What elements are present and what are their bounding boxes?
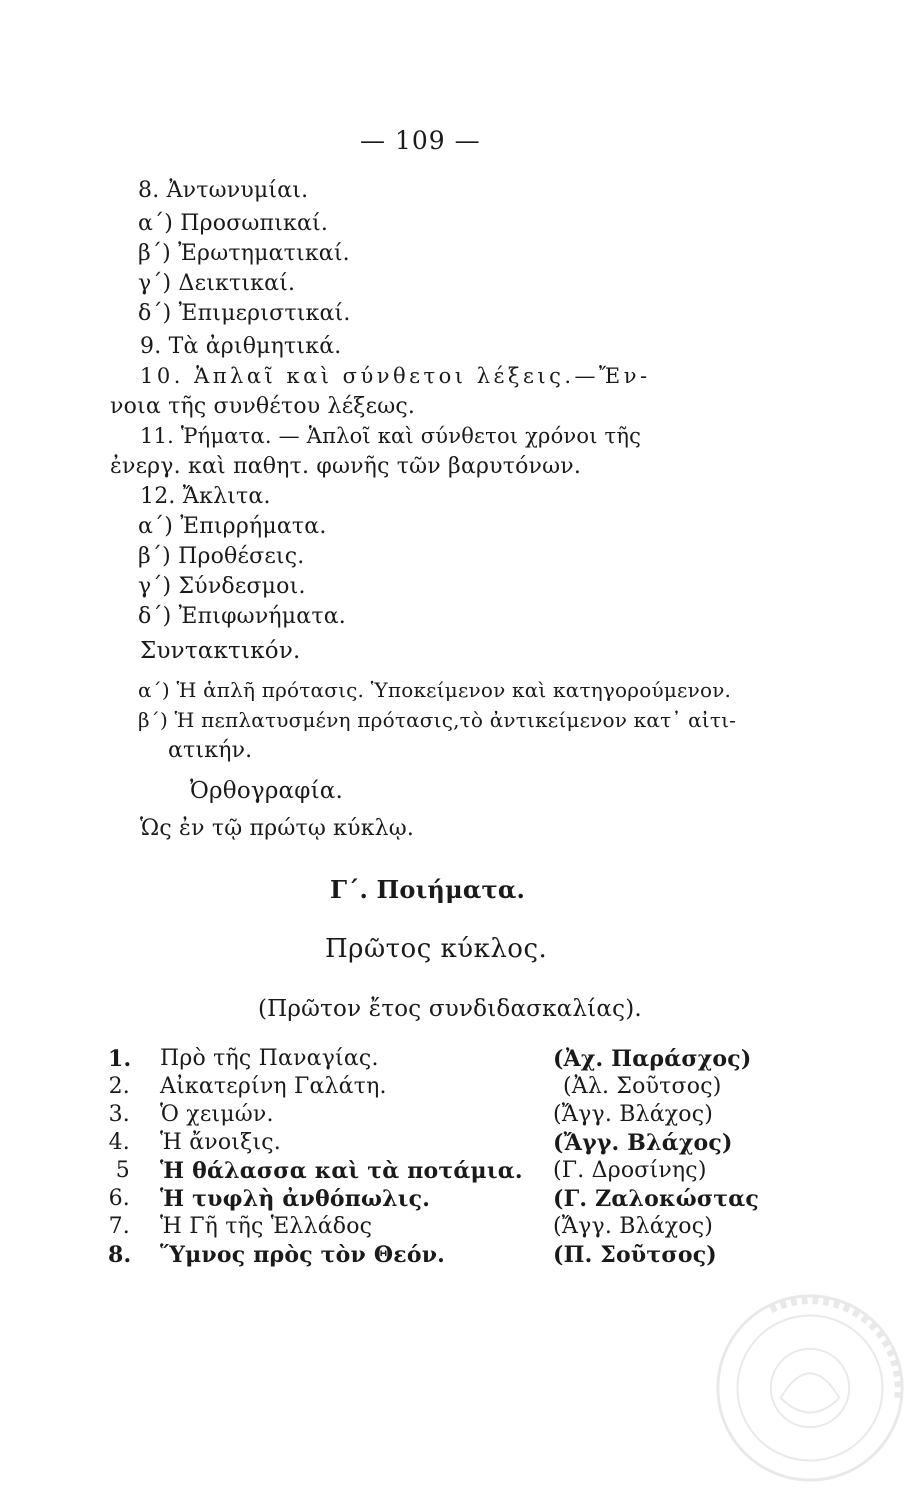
poem-author: (Γ. Δροσίνης)	[553, 1158, 707, 1183]
toc-line: β΄) Ἡ πεπλατυσμένη πρότασις,τὸ ἀντικείμενον κατ᾽ αἰτι-	[138, 708, 737, 732]
poem-number: 1.	[108, 1046, 132, 1072]
section-heading: Γ΄. Ποιήματα.	[330, 875, 526, 904]
poem-author: (Γ. Ζαλοκώστας	[553, 1186, 760, 1212]
toc-line: β΄) Προθέσεις.	[138, 544, 305, 569]
toc-line: ατικήν.	[168, 738, 253, 763]
poem-number: 6.	[108, 1186, 130, 1211]
poem-author: (Ἀχ. Παράσχος)	[553, 1046, 752, 1072]
poem-author: (Π. Σοῦτσος)	[553, 1242, 717, 1268]
poem-number: 2.	[108, 1074, 130, 1099]
poem-title: Ἡ τυφλὴ ἀνθόπωλις.	[160, 1186, 431, 1212]
toc-line: α΄) Ἐπιρρήματα.	[138, 514, 327, 539]
toc-line: γ΄) Δεικτικαί.	[138, 271, 296, 296]
section-label-orthography: Ὀρθογραφία.	[190, 778, 344, 804]
section-label-syntax: Συντακτικόν.	[140, 638, 301, 664]
poem-number: 5	[115, 1158, 130, 1183]
toc-line: 12. Ἄκλιτα.	[140, 484, 271, 509]
poem-title: Ἡ ἄνοιξις.	[160, 1130, 281, 1155]
poem-author: (Ἄγγ. Βλάχος)	[553, 1130, 733, 1156]
page-number: — 109 —	[360, 126, 481, 155]
poem-number: 3.	[108, 1102, 130, 1127]
poem-number: 4.	[108, 1130, 130, 1155]
poem-number: 8.	[108, 1242, 132, 1268]
poem-title: Αἰκατερίνη Γαλάτη.	[160, 1074, 387, 1099]
poem-title: Ἡ θάλασσα καὶ τὰ ποτάμια.	[160, 1158, 523, 1184]
section-year-note: (Πρῶτον ἔτος συνδιδασκαλίας).	[258, 996, 642, 1022]
poem-title: Ὕμνος πρὸς τὸν Θεόν.	[160, 1242, 446, 1268]
toc-line: δ΄) Ἐπιφωνήματα.	[138, 604, 346, 629]
toc-line: νοια τῆς συνθέτου λέξεως.	[110, 394, 416, 419]
poem-title: Ὁ χειμών.	[160, 1102, 274, 1127]
toc-line: δ΄) Ἐπιμεριστικαί.	[138, 301, 351, 326]
toc-line: 11. Ῥήματα. — Ἁπλοῖ καὶ σύνθετοι χρόνοι τῆς	[140, 424, 642, 448]
toc-line: α΄) Ἡ ἁπλῆ πρότασις. Ὑποκείμενον καὶ κατηγορούμενον.	[138, 678, 732, 702]
toc-line: 10. Ἁπλαῖ καὶ σύνθετοι λέξεις.—Ἔν-	[140, 364, 651, 388]
section-subheading: Πρῶτος κύκλος.	[325, 934, 548, 964]
toc-line: α΄) Προσωπικαί.	[138, 211, 329, 236]
poem-title: Πρὸ τῆς Παναγίας.	[160, 1046, 379, 1071]
toc-line: 9. Τὰ ἀριθμητικά.	[140, 334, 342, 359]
toc-line: ἐνεργ. καὶ παθητ. φωνῆς τῶν βαρυτόνων.	[110, 454, 582, 479]
library-seal-watermark	[712, 1290, 908, 1486]
toc-line: Ὡς ἐν τῷ πρώτῳ κύκλῳ.	[140, 816, 415, 841]
poem-author: (Ἄγγ. Βλάχος)	[553, 1102, 714, 1127]
toc-line: γ΄) Σύνδεσμοι.	[138, 574, 306, 599]
toc-line: 8. Ἀντωνυμίαι.	[138, 178, 309, 203]
poem-title: Ἡ Γῆ τῆς Ἑλλάδος	[160, 1214, 373, 1239]
poem-author: (Ἀλ. Σοῦτσος)	[563, 1074, 722, 1099]
toc-line: β΄) Ἐρωτηματικαί.	[138, 241, 350, 266]
poem-author: (Ἄγγ. Βλάχος)	[553, 1214, 714, 1239]
poem-number: 7.	[108, 1214, 130, 1239]
